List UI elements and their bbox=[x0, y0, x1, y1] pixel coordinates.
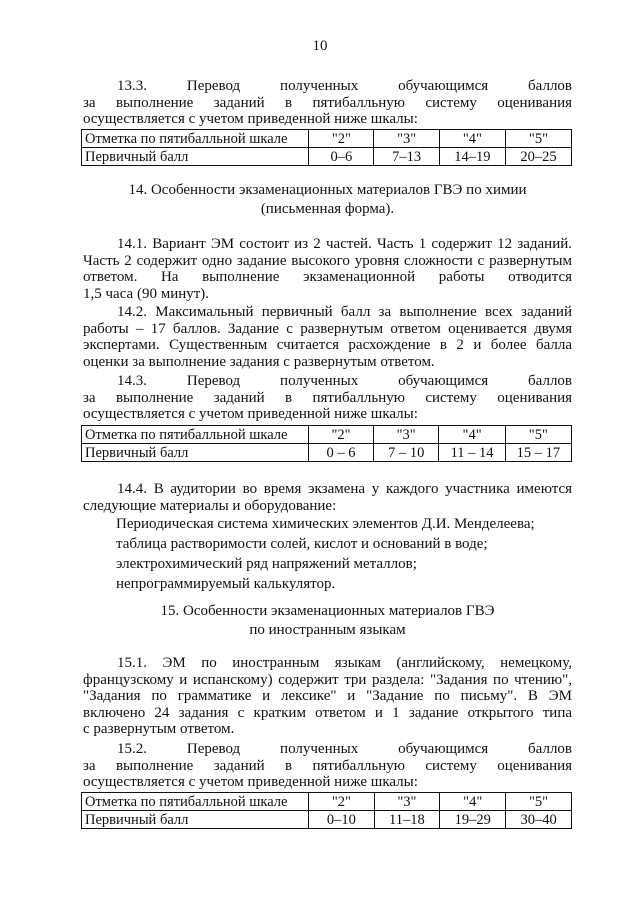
paragraph-line: осуществляется с учетом приведенной ниже шкалы: bbox=[83, 406, 418, 422]
table-cell: 19–29 bbox=[440, 811, 506, 829]
list-item: Периодическая система химических элементов Д.И. Менделеева; bbox=[116, 516, 535, 532]
paragraph-14-3 bbox=[83, 373, 572, 423]
table-cell: 30–40 bbox=[506, 811, 572, 829]
list-item: непрограммируемый калькулятор. bbox=[116, 576, 336, 592]
table-cell: Первичный балл bbox=[82, 811, 309, 829]
list-item: электрохимический ряд напряжений металлов; bbox=[116, 556, 417, 572]
table-cell: "5" bbox=[505, 426, 571, 444]
paragraph-line: оценки за выполнение задания с развернутым ответом. bbox=[83, 353, 435, 370]
paragraph-line: за выполнение заданий в пятибалльную систему оценивания bbox=[83, 94, 573, 111]
table-cell: Отметка по пятибалльной шкале bbox=[82, 130, 309, 148]
paragraph-line: "Задания по грамматике и лексике" и "Задание по письму". В ЭМ bbox=[83, 688, 572, 704]
table-cell: Первичный балл bbox=[82, 148, 309, 166]
table-row bbox=[82, 793, 572, 811]
table-row bbox=[82, 426, 572, 444]
score-table-14-3 bbox=[81, 425, 572, 462]
table-cell: 15 – 17 bbox=[505, 444, 571, 462]
table-cell: 0 – 6 bbox=[309, 444, 374, 462]
table-cell: "4" bbox=[439, 130, 505, 148]
paragraph-line: ответом. На выполнение экзаменационной работы отводится bbox=[83, 269, 572, 285]
paragraph-line: 14.2. Максимальный первичный балл за выполнение всех заданий bbox=[117, 304, 572, 320]
table-cell: "4" bbox=[440, 793, 506, 811]
paragraph-line: 15.1. ЭМ по иностранным языкам (английскому, немецкому, bbox=[117, 655, 572, 671]
paragraph-14-2 bbox=[83, 304, 572, 370]
table-cell: "5" bbox=[505, 130, 571, 148]
paragraph-line: включено 24 задания с кратким ответом и 1 задание открытого типа bbox=[83, 704, 572, 721]
table-cell: Первичный балл bbox=[82, 444, 309, 462]
paragraph-line: 14.1. Вариант ЭМ состоит из 2 частей. Часть 1 содержит 12 заданий. bbox=[117, 236, 572, 252]
table-cell: "3" bbox=[373, 426, 439, 444]
list-item: таблица растворимости солей, кислот и оснований в воде; bbox=[116, 536, 488, 552]
page-number: 10 bbox=[312, 38, 328, 54]
paragraph-line: осуществляется с учетом приведенной ниже шкалы: bbox=[83, 774, 418, 790]
paragraph-15-2 bbox=[83, 741, 572, 791]
table-cell: 7–13 bbox=[374, 148, 439, 166]
table-cell: "3" bbox=[374, 793, 440, 811]
table-cell: 20–25 bbox=[505, 148, 571, 166]
table-cell: 11 – 14 bbox=[439, 444, 505, 462]
table-cell: "5" bbox=[506, 793, 572, 811]
paragraph-line: работы – 17 баллов. Задание с развернутым ответом оценивается двумя bbox=[83, 320, 572, 337]
paragraph-14-4 bbox=[83, 481, 572, 514]
table-cell: "2" bbox=[309, 793, 374, 811]
table-cell: "2" bbox=[309, 130, 374, 148]
paragraph-line: осуществляется с учетом приведенной ниже шкалы: bbox=[83, 111, 418, 127]
paragraph-line: 13.3. Перевод полученных обучающимся баллов bbox=[117, 78, 573, 94]
table-cell: 7 – 10 bbox=[373, 444, 439, 462]
table-cell: Отметка по пятибалльной шкале bbox=[82, 793, 309, 811]
paragraph-line: за выполнение заданий в пятибалльную систему оценивания bbox=[83, 389, 573, 406]
paragraph-14-1 bbox=[83, 236, 572, 302]
table-cell: 14–19 bbox=[439, 148, 505, 166]
paragraph-line: Часть 2 содержит одно задание высокого уровня сложности с развернутым bbox=[83, 252, 572, 269]
table-cell: "3" bbox=[374, 130, 439, 148]
table-row bbox=[82, 444, 572, 462]
table-cell: "4" bbox=[439, 426, 505, 444]
paragraph-line: следующие материалы и оборудование: bbox=[83, 497, 337, 514]
score-table-13-3 bbox=[81, 129, 572, 166]
paragraph-15-1 bbox=[83, 655, 572, 738]
table-row bbox=[82, 130, 572, 148]
section-14-heading: 14. Особенности экзаменационных материалов ГВЭ по химии (письменная форма). bbox=[128, 182, 527, 217]
score-table-15-2 bbox=[81, 792, 572, 829]
paragraph-line: с развернутым ответом. bbox=[83, 721, 235, 737]
paragraph-line: 15.2. Перевод полученных обучающимся баллов bbox=[117, 741, 573, 757]
table-cell: 11–18 bbox=[374, 811, 440, 829]
table-cell: 0–10 bbox=[309, 811, 374, 829]
section-15-heading: 15. Особенности экзаменационных материалов ГВЭ по иностранным языкам bbox=[160, 603, 495, 638]
paragraph-line: 1,5 часа (90 минут). bbox=[83, 285, 210, 302]
section-13-3-paragraph bbox=[83, 78, 572, 128]
materials-list bbox=[116, 514, 572, 594]
paragraph-line: за выполнение заданий в пятибалльную систему оценивания bbox=[83, 757, 573, 774]
paragraph-line: французскому и испанскому) содержит три раздела: "Задания по чтению", bbox=[83, 671, 572, 688]
paragraph-line: 14.4. В аудитории во время экзамена у каждого участника имеются bbox=[117, 481, 572, 497]
table-cell: "2" bbox=[309, 426, 374, 444]
paragraph-line: экспертами. Существенным считается расхождение в 2 и более балла bbox=[83, 337, 572, 353]
table-row bbox=[82, 148, 572, 166]
paragraph-line: 14.3. Перевод полученных обучающимся баллов bbox=[117, 373, 573, 389]
table-cell: 0–6 bbox=[309, 148, 374, 166]
table-row bbox=[82, 811, 572, 829]
table-cell: Отметка по пятибалльной шкале bbox=[82, 426, 309, 444]
